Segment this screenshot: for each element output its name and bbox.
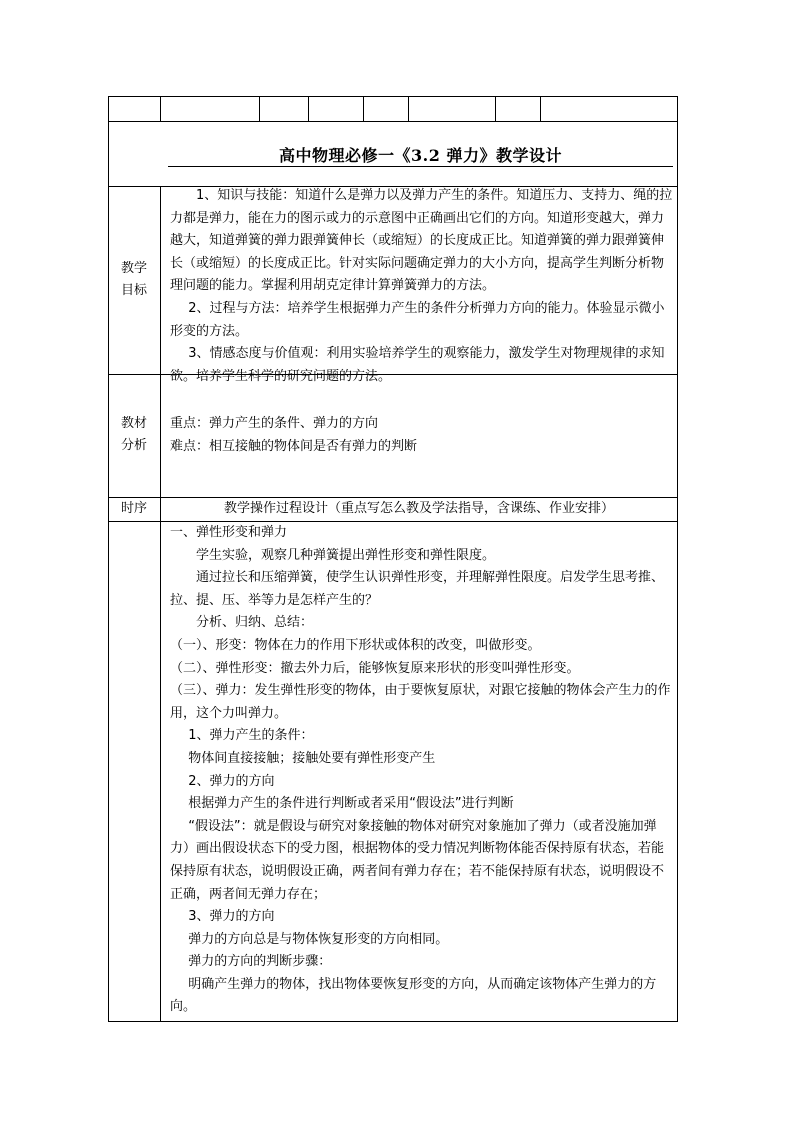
- process-paragraph: 物体间直接接触；接触处要有弹性形变产生: [188, 750, 436, 766]
- table-rule: [259, 96, 260, 121]
- table-rule: [540, 96, 541, 121]
- process-header: 教学操作过程设计（重点写怎么教及学法指导，含课练、作业安排）: [223, 501, 614, 516]
- table-rule: [495, 96, 496, 121]
- process-paragraph: 分析、归纳、总结：: [196, 615, 314, 631]
- key-point: 重点：弹力产生的条件、弹力的方向: [170, 416, 379, 431]
- process-paragraph: 弹力的方向的判断步骤：: [188, 954, 332, 970]
- title-underline: [168, 166, 673, 167]
- process-content: [170, 522, 674, 1019]
- goals-paragraph: 2、过程与方法：培养学生根据弹力产生的条件分析弹力方向的能力。体验显示微小形变的方法。: [170, 300, 665, 339]
- difficulty-point: 难点：相互接触的物体间是否有弹力的判断: [170, 438, 418, 454]
- sequence-label: 时序: [120, 501, 147, 516]
- goals-label: 教学 目标: [120, 261, 147, 298]
- process-paragraph: 2、弹力的方向: [188, 773, 275, 789]
- process-paragraph: 1、弹力产生的条件：: [188, 728, 314, 744]
- section-heading: 一、弹性形变和弹力: [170, 525, 288, 540]
- page-title: 高中物理必修一《3.2 弹力》教学设计: [279, 146, 562, 165]
- process-paragraph: （三）、弹力：发生弹性形变的物体，由于要恢复原状，对跟它接触的物体会产生力的作用，这个力叫弹力。: [170, 683, 671, 721]
- process-paragraph: 3、弹力的方向: [188, 909, 275, 925]
- materials-label: 教材 分析: [120, 416, 147, 453]
- process-paragraph: 弹力的方向总是与物体恢复形变的方向相同。: [188, 931, 449, 947]
- table-rule: [363, 96, 364, 121]
- table-rule: [408, 96, 409, 121]
- table-rule: [160, 186, 161, 1022]
- table-rule: [108, 121, 678, 122]
- goals-paragraph: 3、情感态度与价值观：利用实验培养学生的观察能力，激发学生对物理规律的求知欲。培养学生科学的研究问题的方法。: [170, 346, 665, 384]
- process-paragraph: 根据弹力产生的条件进行判断或者采用“假设法”进行判断: [188, 796, 514, 812]
- table-rule: [160, 96, 161, 121]
- process-paragraph: （二）、弹性形变：撤去外力后，能够恢复原来形状的形变叫弹性形变。: [170, 660, 580, 676]
- table-rule: [308, 96, 309, 121]
- goals-paragraph: 1、知识与技能：知道什么是弹力以及弹力产生的条件。知道压力、支持力、绳的拉力都是弹力，能在力的图示或力的示意图中正确画出它们的方向。知道形变越大，弹力越大，知道弹簧的弹力跟弹簧伸长（或缩短）的长度成正比。知道弹簧的弹力跟弹簧伸长（或缩短）的长度成正比。针对实际问题确定弹力的大小方向，提高学生判断分析物理问题的能力。掌握利用胡克定律计算弹簧弹力的方法。: [170, 188, 673, 294]
- process-paragraph: （一）、形变：物体在力的作用下形状或体积的改变，叫做形变。: [170, 637, 541, 653]
- process-paragraph: 通过拉长和压缩弹簧，使学生认识弹性形变，并理解弹性限度。启发学生思考推、拉、提、压、举等力是怎样产生的？: [170, 570, 665, 608]
- process-paragraph: 明确产生弹力的物体，找出物体要恢复形变的方向，从而确定该物体产生弹力的方向。: [170, 976, 657, 1015]
- process-paragraph: “假设法”：就是假设与研究对象接触的物体对研究对象施加了弹力（或者没施加弹力）画出假设状态下的受力图，根据物体的受力情况判断物体能否保持原有状态，若能保持原有状态，说明假设正确，两者间有弹力存在；若不能保持原有状态，说明假设不正确，两者间无弹力存在；: [170, 818, 665, 902]
- process-paragraph: 学生实验，观察几种弹簧提出弹性形变和弹性限度。: [196, 547, 496, 563]
- materials-content: [170, 413, 674, 458]
- goals-content: [170, 185, 674, 388]
